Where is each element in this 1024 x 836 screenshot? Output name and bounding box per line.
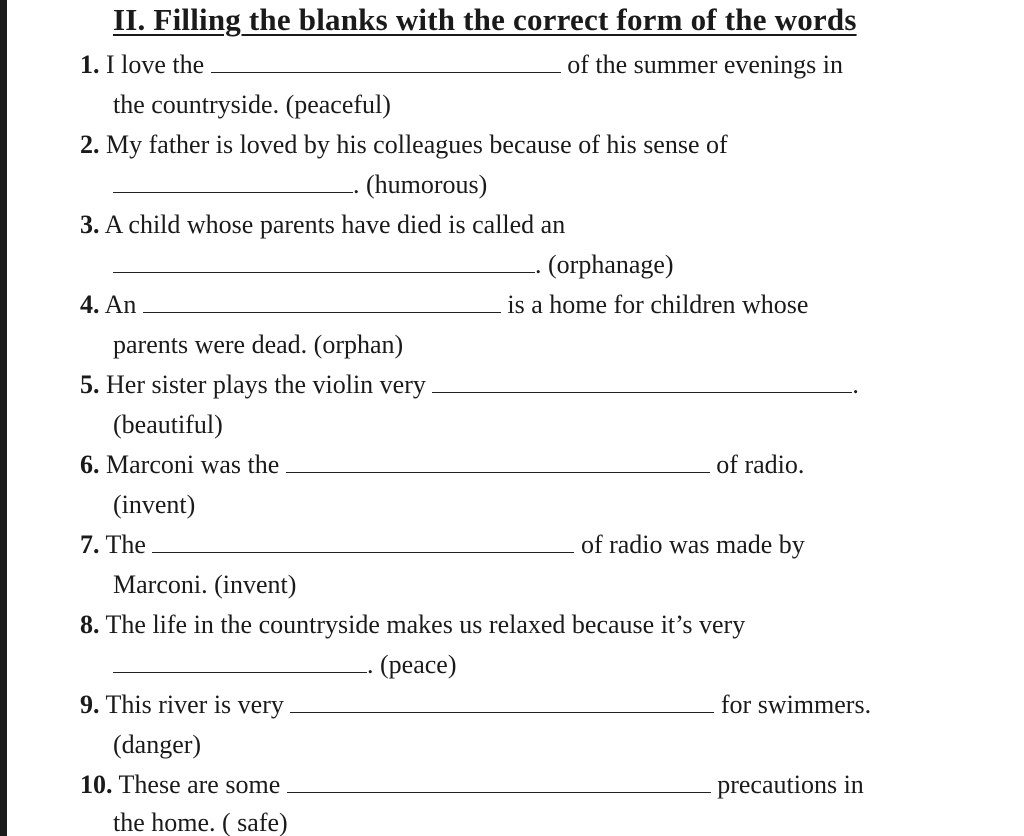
question-8-line-1	[80, 610, 745, 640]
question-1-text-before: I love the	[106, 50, 205, 79]
question-9-line-2: (danger)	[113, 730, 202, 759]
question-9-text-after: for swimmers.	[720, 690, 872, 719]
question-4-number: 4.	[80, 290, 100, 319]
question-3-line-2	[113, 250, 674, 280]
question-6-text-after: of radio.	[716, 450, 805, 479]
question-9-blank[interactable]	[290, 690, 714, 713]
question-1-line-2: the countryside. (peaceful)	[113, 90, 391, 119]
question-3-number: 3.	[80, 210, 100, 239]
question-7-blank[interactable]	[152, 530, 574, 553]
question-2-text-before: My father is loved by his colleagues because of his sense of	[106, 130, 728, 159]
question-5-blank[interactable]	[432, 370, 852, 393]
question-7-number: 7.	[80, 530, 100, 559]
question-2-blank[interactable]	[113, 170, 353, 193]
question-8-text-after: . (peace)	[367, 650, 457, 679]
question-2-number: 2.	[80, 130, 100, 159]
question-8-blank[interactable]	[113, 650, 367, 673]
question-9-text-before: This river is very	[105, 690, 284, 719]
question-9-number: 9.	[80, 690, 100, 719]
question-3-text-after: . (orphanage)	[535, 250, 674, 279]
question-9-line-1	[80, 690, 871, 720]
question-5-line-1	[80, 370, 859, 400]
question-8-text-before: The life in the countryside makes us relaxed because it’s very	[105, 610, 746, 639]
question-10-line-2: the home. ( safe)	[113, 808, 288, 836]
question-6-blank[interactable]	[286, 450, 710, 473]
question-10-blank[interactable]	[287, 770, 711, 793]
question-3-text-before: A child whose parents have died is called an	[104, 210, 566, 239]
question-4-line-1	[80, 290, 808, 320]
question-8-number: 8.	[80, 610, 100, 639]
question-1-number: 1.	[80, 50, 100, 79]
question-5-number: 5.	[80, 370, 100, 399]
question-10-text-after: precautions in	[717, 770, 864, 799]
question-10-line-1	[80, 770, 864, 800]
question-4-text-before: An	[104, 290, 137, 319]
question-7-text-before: The	[105, 530, 146, 559]
question-10-number: 10.	[80, 770, 113, 799]
question-6-text-before: Marconi was the	[106, 450, 280, 479]
question-10-text-before: These are some	[118, 770, 281, 799]
question-2-line-2	[113, 170, 487, 200]
question-8-line-2	[113, 650, 456, 680]
question-5-text-before: Her sister plays the violin very	[106, 370, 426, 399]
question-6-line-2: (invent)	[113, 490, 196, 519]
question-6-line-1	[80, 450, 804, 480]
question-7-line-1	[80, 530, 805, 560]
question-4-line-2: parents were dead. (orphan)	[113, 330, 404, 359]
question-3-blank[interactable]	[113, 250, 535, 273]
page-edge-shadow	[0, 0, 7, 836]
question-5-text-after: .	[852, 370, 859, 399]
question-4-text-after: is a home for children whose	[507, 290, 809, 319]
exercise-title: II. Filling the blanks with the correct form of the words	[113, 2, 857, 37]
question-3-line-1	[80, 210, 565, 240]
question-7-line-2: Marconi. (invent)	[113, 570, 297, 599]
question-1-text-after: of the summer evenings in	[567, 50, 844, 79]
question-1-blank[interactable]	[211, 50, 561, 73]
question-4-blank[interactable]	[143, 290, 501, 313]
question-1-line-1	[80, 50, 843, 80]
question-6-number: 6.	[80, 450, 100, 479]
question-2-line-1	[80, 130, 728, 160]
question-7-text-after: of radio was made by	[580, 530, 805, 559]
question-5-line-2: (beautiful)	[113, 410, 223, 439]
question-2-text-after: . (humorous)	[353, 170, 488, 199]
